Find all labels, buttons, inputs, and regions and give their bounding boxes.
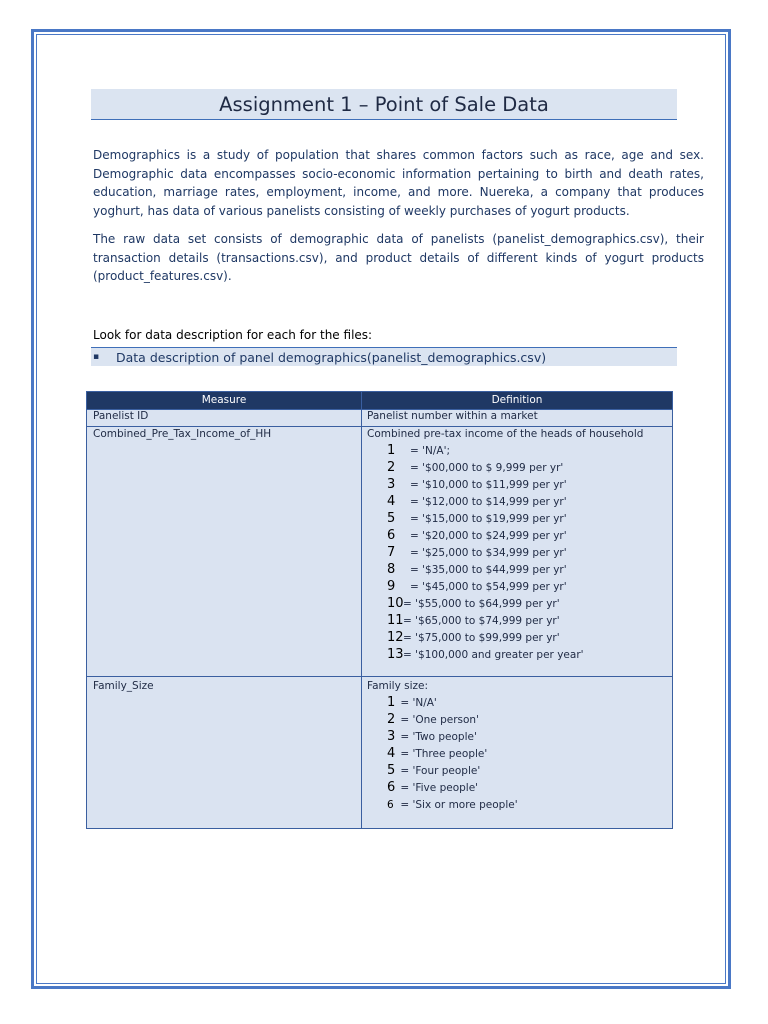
list-item: 9 = '$45,000 to $54,999 per yr' (387, 579, 567, 594)
row-divider (87, 676, 672, 677)
list-item: 4 = '$12,000 to $14,999 per yr' (387, 494, 567, 509)
list-item: 8 = '$35,000 to $44,999 per yr' (387, 562, 567, 577)
family-size-code-list (387, 694, 518, 814)
list-item: 5 = 'Four people' (387, 763, 481, 779)
list-item: 6 = 'Six or more people' (387, 798, 518, 811)
measure-income: Combined_Pre_Tax_Income_of_HH (93, 428, 272, 440)
header-measure: Measure (201, 394, 247, 406)
list-item: 3 = '$10,000 to $11,999 per yr' (387, 477, 567, 492)
list-item: 1 = 'N/A' (387, 695, 437, 710)
definition-income: Combined pre-tax income of the heads of household (367, 428, 644, 440)
list-item: 13 = '$100,000 and greater per year' (387, 647, 584, 662)
list-item: 2 = '$00,000 to $ 9,999 per yr' (387, 460, 564, 475)
title-bar (91, 89, 677, 120)
definition-family-size: Family size: (367, 680, 429, 692)
list-item: 11 = '$65,000 to $74,999 per yr' (387, 613, 560, 628)
list-item: 4 = 'Three people' (387, 746, 488, 762)
column-divider (361, 392, 362, 828)
intro-paragraph-1: Demographics is a study of population that shares common factors such as race, age and sex. Demographic data encompasses socio-economic information pertaining to birth and death rates, education, marriage rates, employment, income, and more. Nuereka, a company that produces yoghurt, has data of various panelists consisting of weekly purchases of yogurt products. (93, 148, 704, 219)
list-item: 6 = '$20,000 to $24,999 per yr' (387, 528, 567, 543)
files-description-label: Look for data description for each for the files: (93, 328, 373, 342)
square-bullet-icon: ▪ (93, 352, 100, 362)
list-item: 1 = 'N/A'; (387, 443, 451, 458)
data-description-table (86, 391, 673, 829)
measure-panelist-id: Panelist ID (93, 410, 149, 422)
definition-panelist-id: Panelist number within a market (367, 410, 538, 422)
list-item: 3 = 'Two people' (387, 729, 477, 745)
header-definition: Definition (491, 394, 543, 406)
table-header-row (87, 392, 672, 409)
row-divider (87, 426, 672, 427)
document-title: Assignment 1 – Point of Sale Data (219, 92, 549, 116)
list-item: 12 = '$75,000 to $99,999 per yr' (387, 630, 560, 645)
section-heading-bar (91, 347, 677, 366)
income-code-list (387, 442, 584, 663)
list-item: 5 = '$15,000 to $19,999 per yr' (387, 511, 567, 526)
intro-paragraph-2: The raw data set consists of demographic data of panelists (panelist_demographics.csv), their transaction details (transactions.csv), and product details of different kinds of yogurt products (product_features.csv). (93, 232, 704, 284)
list-item: 6 = 'Five people' (387, 780, 479, 796)
list-item: 7 = '$25,000 to $34,999 per yr' (387, 545, 567, 560)
list-item: 10 = '$55,000 to $64,999 per yr' (387, 596, 560, 611)
list-item: 2 = 'One person' (387, 712, 479, 728)
section-heading: Data description of panel demographics(panelist_demographics.csv) (116, 349, 547, 365)
measure-family-size: Family_Size (93, 680, 154, 692)
